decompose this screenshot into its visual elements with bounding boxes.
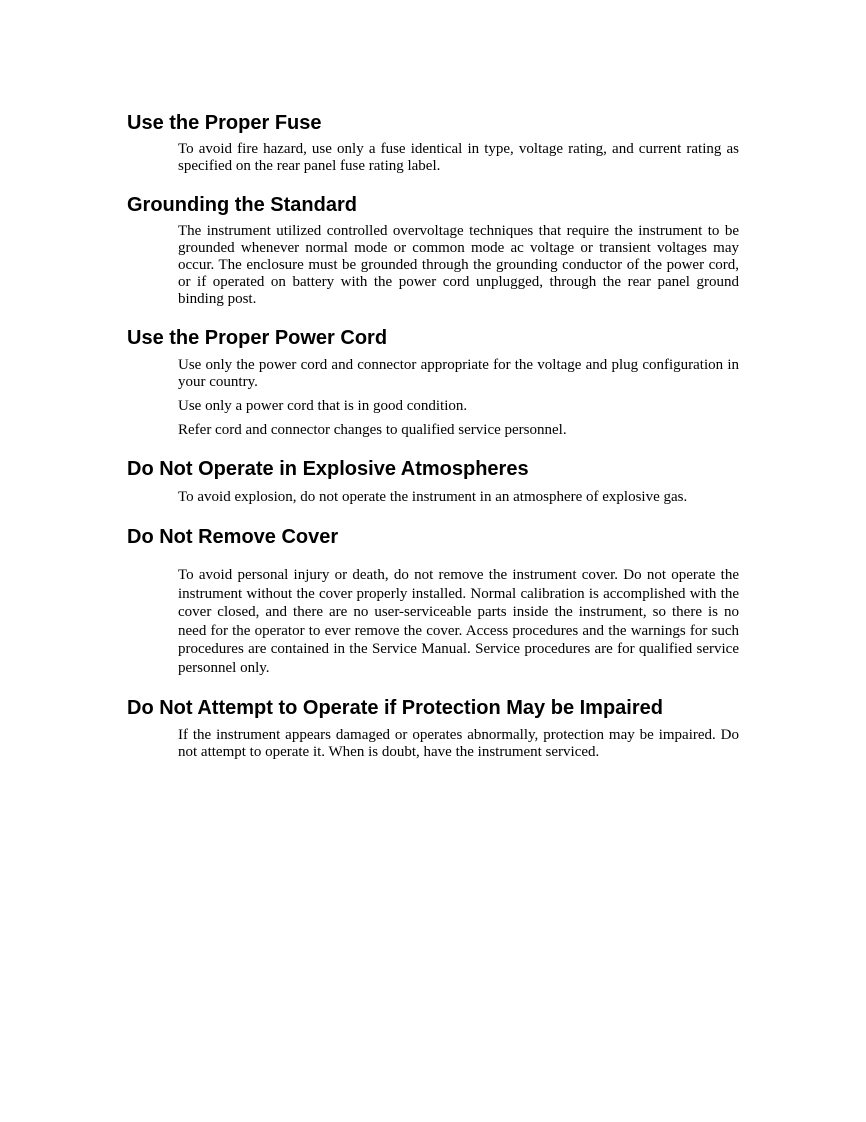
- section-heading-proper-fuse: Use the Proper Fuse: [127, 112, 322, 134]
- section-paragraph-explosive-atmospheres: To avoid explosion, do not operate the instrument in an atmosphere of explosive gas.: [178, 489, 688, 505]
- section-heading-power-cord: Use the Proper Power Cord: [127, 327, 388, 349]
- section-paragraph-power-cord-2: Use only a power cord that is in good condition.: [178, 398, 468, 414]
- section-paragraph-proper-fuse: To avoid fire hazard, use only a fuse identical in type, voltage rating, and current rating as specified on the rear panel fuse rating label.: [178, 141, 739, 174]
- section-heading-grounding: Grounding the Standard: [127, 194, 357, 216]
- section-paragraph-remove-cover: To avoid personal injury or death, do not remove the instrument cover. Do not operate the instrument without the cover properly installed. Normal calibration is accomplished with the cover closed, and there are no user-serviceable parts inside the instrument, so there is no need for the operator to ever remove the cover. Access procedures and the warnings for such procedures are contained in the Service Manual. Service procedures are for qualified service personnel only.: [178, 567, 739, 676]
- section-heading-protection-impaired: Do Not Attempt to Operate if Protection May be Impaired: [127, 697, 663, 719]
- section-paragraph-power-cord-1: Use only the power cord and connector appropriate for the voltage and plug configuration in your country.: [178, 357, 739, 390]
- section-heading-explosive-atmospheres: Do Not Operate in Explosive Atmospheres: [127, 458, 529, 480]
- section-paragraph-power-cord-3: Refer cord and connector changes to qualified service personnel.: [178, 422, 567, 438]
- section-paragraph-grounding: The instrument utilized controlled overvoltage techniques that require the instrument to be grounded whenever normal mode or common mode ac voltage or transient voltages may occur. The enclosure must be grounded through the grounding conductor of the power cord, or if operated on battery with the power cord unplugged, through the rear panel ground binding post.: [178, 223, 739, 307]
- section-paragraph-protection-impaired: If the instrument appears damaged or operates abnormally, protection may be impaired. Do not attempt to operate it. When is doubt, have the instrument serviced.: [178, 727, 739, 760]
- section-heading-remove-cover: Do Not Remove Cover: [127, 526, 339, 548]
